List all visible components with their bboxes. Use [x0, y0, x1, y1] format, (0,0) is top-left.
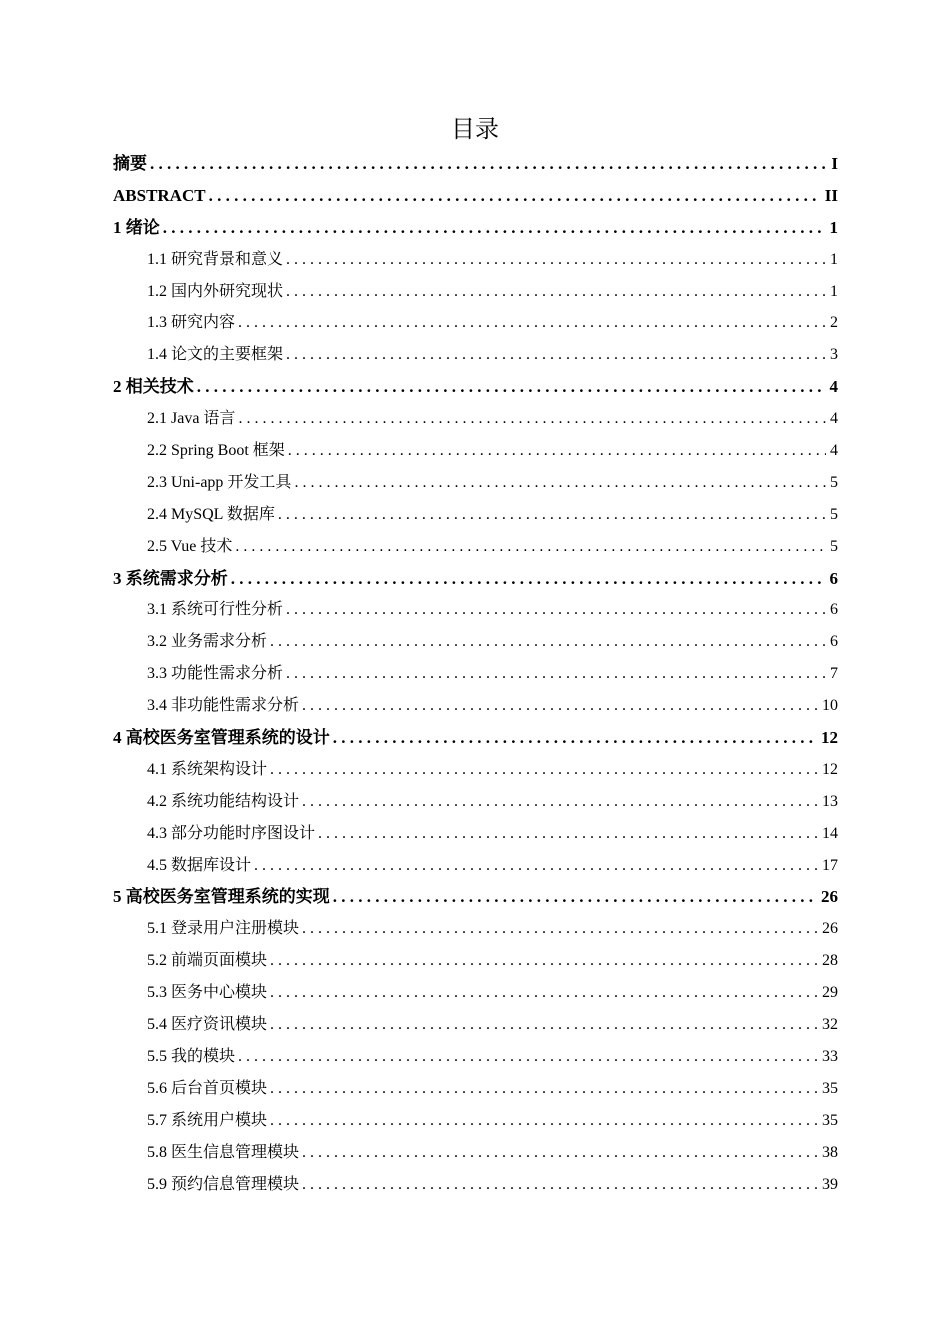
- toc-entry-label: 2.4 MySQL 数据库: [147, 505, 275, 523]
- toc-dot-leader: [270, 945, 818, 977]
- toc-dot-leader: [238, 307, 826, 339]
- toc-dot-leader: [302, 690, 818, 722]
- toc-page-number: 38: [822, 1143, 838, 1161]
- toc-section-entry[interactable]: [113, 339, 838, 371]
- toc-dot-leader: [286, 658, 826, 690]
- toc-section-entry[interactable]: [113, 276, 838, 308]
- toc-section-entry[interactable]: [113, 626, 838, 658]
- toc-dot-leader: [270, 1009, 818, 1041]
- toc-dot-leader: [254, 850, 818, 882]
- toc-section-entry[interactable]: [113, 1009, 838, 1041]
- toc-dot-leader: [231, 563, 826, 595]
- toc-dot-leader: [302, 1137, 818, 1169]
- toc-page-number: 1: [830, 250, 838, 268]
- toc-page-number: 35: [822, 1111, 838, 1129]
- toc-page-number: 17: [822, 856, 838, 874]
- toc-page-number: 14: [822, 824, 838, 842]
- toc-page-number: 33: [822, 1047, 838, 1065]
- toc-section-entry[interactable]: [113, 403, 838, 435]
- toc-entry-label: 3.3 功能性需求分析: [147, 665, 284, 683]
- toc-page-number: 6: [829, 568, 838, 588]
- toc-dot-leader: [278, 499, 826, 531]
- toc-dot-leader: [150, 148, 827, 180]
- toc-chapter-entry[interactable]: [113, 148, 838, 180]
- toc-entry-label: 2.5 Vue 技术: [147, 537, 233, 555]
- toc-entry-label: 1.1 研究背景和意义: [147, 250, 284, 268]
- toc-entry-label: 5 高校医务室管理系统的实现: [113, 887, 330, 907]
- toc-entry-label: 摘要: [113, 154, 147, 173]
- toc-dot-leader: [286, 339, 826, 371]
- toc-page-number: 39: [822, 1175, 838, 1193]
- toc-dot-leader: [302, 913, 818, 945]
- toc-entry-label: 1 绪论: [113, 217, 160, 237]
- toc-entry-label: 2.2 Spring Boot 框架: [147, 442, 285, 460]
- toc-entry-label: 3.2 业务需求分析: [147, 633, 268, 651]
- toc-dot-leader: [197, 371, 826, 403]
- toc-chapter-entry[interactable]: [113, 563, 838, 595]
- toc-chapter-entry[interactable]: [113, 371, 838, 403]
- toc-page-number: 2: [830, 314, 838, 332]
- toc-dot-leader: [270, 977, 818, 1009]
- toc-section-entry[interactable]: [113, 1137, 838, 1169]
- toc-dot-leader: [333, 881, 817, 913]
- toc-entry-label: 3.4 非功能性需求分析: [147, 697, 300, 715]
- toc-section-entry[interactable]: [113, 786, 838, 818]
- toc-entry-label: 2 相关技术: [113, 377, 194, 397]
- toc-page-number: 13: [822, 792, 838, 810]
- toc-page-number: 28: [822, 952, 838, 970]
- toc-dot-leader: [270, 1073, 818, 1105]
- toc-entry-label: 4.5 数据库设计: [147, 856, 252, 874]
- toc-section-entry[interactable]: [113, 1105, 838, 1137]
- toc-entry-label: 5.8 医生信息管理模块: [147, 1143, 300, 1161]
- toc-page-number: 7: [830, 665, 838, 683]
- toc-title: 目录: [451, 115, 499, 143]
- toc-section-entry[interactable]: [113, 467, 838, 499]
- toc-section-entry[interactable]: [113, 690, 838, 722]
- toc-page-number: 10: [822, 697, 838, 715]
- toc-dot-leader: [209, 180, 821, 212]
- toc-entry-label: 5.6 后台首页模块: [147, 1079, 268, 1097]
- toc-dot-leader: [238, 1041, 818, 1073]
- toc-dot-leader: [270, 626, 826, 658]
- toc-page-number: 32: [822, 1016, 838, 1034]
- toc-entry-label: 2.1 Java 语言: [147, 410, 236, 428]
- toc-page-number: 29: [822, 984, 838, 1002]
- toc-chapter-entry[interactable]: [113, 881, 838, 913]
- toc-dot-leader: [288, 435, 826, 467]
- toc-page-number: 1: [829, 217, 838, 237]
- toc-entry-label: 4.1 系统架构设计: [147, 760, 268, 778]
- toc-dot-leader: [333, 722, 817, 754]
- toc-chapter-entry[interactable]: [113, 212, 838, 244]
- toc-entry-label: 2.3 Uni-app 开发工具: [147, 473, 292, 491]
- toc-dot-leader: [294, 467, 826, 499]
- toc-entry-label: 5.7 系统用户模块: [147, 1111, 268, 1129]
- toc-dot-leader: [302, 786, 818, 818]
- toc-page-number: 1: [830, 282, 838, 300]
- toc-page-number: 5: [830, 473, 838, 491]
- toc-page-number: 4: [830, 442, 838, 460]
- toc-entry-label: 5.9 预约信息管理模块: [147, 1175, 300, 1193]
- toc-section-entry[interactable]: [113, 499, 838, 531]
- toc-dot-leader: [235, 531, 826, 563]
- toc-page-number: I: [831, 154, 838, 173]
- toc-page-number: 26: [821, 887, 838, 907]
- toc-dot-leader: [270, 1105, 818, 1137]
- toc-entry-label: 5.3 医务中心模块: [147, 984, 268, 1002]
- toc-section-entry[interactable]: [113, 244, 838, 276]
- toc-entry-label: 5.5 我的模块: [147, 1047, 236, 1065]
- toc-dot-leader: [302, 1169, 818, 1201]
- toc-entry-label: 3.1 系统可行性分析: [147, 601, 284, 619]
- toc-entry-label: 5.2 前端页面模块: [147, 952, 268, 970]
- toc-page-number: 12: [821, 728, 838, 748]
- table-of-contents: [113, 148, 838, 1200]
- toc-page-number: 4: [829, 377, 838, 397]
- toc-entry-label: ABSTRACT: [113, 185, 206, 205]
- toc-entry-label: 1.3 研究内容: [147, 314, 236, 332]
- toc-entry-label: 1.2 国内外研究现状: [147, 282, 284, 300]
- toc-dot-leader: [318, 818, 818, 850]
- toc-page-number: 5: [830, 505, 838, 523]
- toc-page-number: 26: [822, 920, 838, 938]
- toc-page-number: 3: [830, 346, 838, 364]
- toc-page-number: 35: [822, 1079, 838, 1097]
- toc-chapter-entry[interactable]: [113, 722, 838, 754]
- toc-entry-label: 5.1 登录用户注册模块: [147, 920, 300, 938]
- toc-entry-label: 4.3 部分功能时序图设计: [147, 824, 316, 842]
- toc-section-entry[interactable]: [113, 850, 838, 882]
- toc-page-number: 12: [822, 760, 838, 778]
- toc-entry-label: 1.4 论文的主要框架: [147, 346, 284, 364]
- toc-section-entry[interactable]: [113, 531, 838, 563]
- toc-section-entry[interactable]: [113, 435, 838, 467]
- toc-section-entry[interactable]: [113, 307, 838, 339]
- toc-section-entry[interactable]: [113, 1169, 838, 1201]
- toc-dot-leader: [286, 594, 826, 626]
- toc-dot-leader: [286, 244, 826, 276]
- toc-entry-label: 3 系统需求分析: [113, 568, 228, 588]
- toc-section-entry[interactable]: [113, 945, 838, 977]
- toc-page-number: 6: [830, 633, 838, 651]
- toc-dot-leader: [163, 212, 826, 244]
- toc-chapter-entry[interactable]: [113, 180, 838, 212]
- toc-page-number: II: [824, 185, 838, 205]
- toc-section-entry[interactable]: [113, 913, 838, 945]
- toc-page-number: 6: [830, 601, 838, 619]
- toc-entry-label: 4.2 系统功能结构设计: [147, 792, 300, 810]
- toc-section-entry[interactable]: [113, 658, 838, 690]
- toc-section-entry[interactable]: [113, 754, 838, 786]
- toc-section-entry[interactable]: [113, 818, 838, 850]
- toc-dot-leader: [238, 403, 826, 435]
- toc-page-number: 4: [830, 410, 838, 428]
- toc-entry-label: 4 高校医务室管理系统的设计: [113, 728, 330, 748]
- toc-dot-leader: [270, 754, 818, 786]
- toc-section-entry[interactable]: [113, 1073, 838, 1105]
- toc-section-entry[interactable]: [113, 977, 838, 1009]
- toc-entry-label: 5.4 医疗资讯模块: [147, 1016, 268, 1034]
- toc-page-number: 5: [830, 537, 838, 555]
- toc-section-entry[interactable]: [113, 594, 838, 626]
- toc-section-entry[interactable]: [113, 1041, 838, 1073]
- toc-dot-leader: [286, 276, 826, 308]
